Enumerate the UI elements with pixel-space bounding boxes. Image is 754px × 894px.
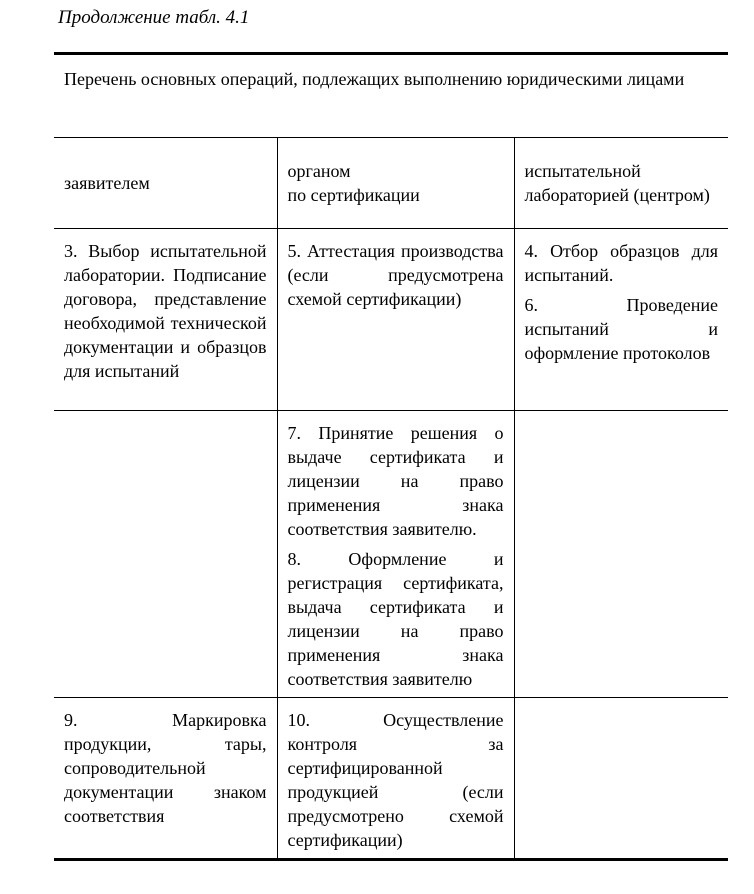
- header-applicant: заявителем: [54, 138, 277, 229]
- table-title: Перечень основных операций, подлежащих выполнению юридическими лицами: [54, 54, 728, 138]
- cell-text: 10. Осуществление контроля за сертифицированной продукцией (если предусмотрено схемой сертификации): [287, 710, 504, 850]
- table-title-row: [54, 54, 728, 138]
- table-row: [54, 411, 728, 698]
- cell-text: 8. Оформление и регистрация сертификата, выдача сертификата и лицензии на право применения знака соответствия заявителю: [287, 549, 504, 689]
- operations-table: [54, 52, 728, 861]
- cell-applicant: [54, 698, 277, 860]
- cell-text: 3. Выбор испытательной лаборатории. Подписание договора, представление необходимой технической документации и образцов для испытаний: [64, 241, 267, 381]
- table-caption: Продолжение табл. 4.1: [58, 7, 250, 28]
- cell-certification-body: [277, 698, 514, 860]
- cell-text: 7. Принятие решения о выдаче сертификата и лицензии на право применения знака соответствия заявителю.: [287, 423, 504, 539]
- table-header-row: [54, 138, 728, 229]
- table-row: [54, 229, 728, 411]
- cell-certification-body: [277, 411, 514, 698]
- cell-laboratory: [514, 698, 728, 860]
- cell-text: 9. Маркировка продукции, тары, сопроводительной документации знаком соответствия: [64, 710, 267, 826]
- cell-laboratory: [514, 229, 728, 411]
- table-row: [54, 698, 728, 860]
- cell-certification-body: [277, 229, 514, 411]
- header-laboratory: испытательной лабораторией (центром): [514, 138, 728, 229]
- cell-applicant: [54, 411, 277, 698]
- cell-text: 4. Отбор образцов для испытаний.: [524, 241, 719, 285]
- cell-text: 5. Аттестация производства (если предусмотрена схемой сертификации): [287, 241, 504, 309]
- cell-applicant: [54, 229, 277, 411]
- header-certification-body: органом по сертификации: [277, 138, 514, 229]
- cell-laboratory: [514, 411, 728, 698]
- cell-text: 6. Проведение испытаний и оформление протоколов: [524, 295, 719, 363]
